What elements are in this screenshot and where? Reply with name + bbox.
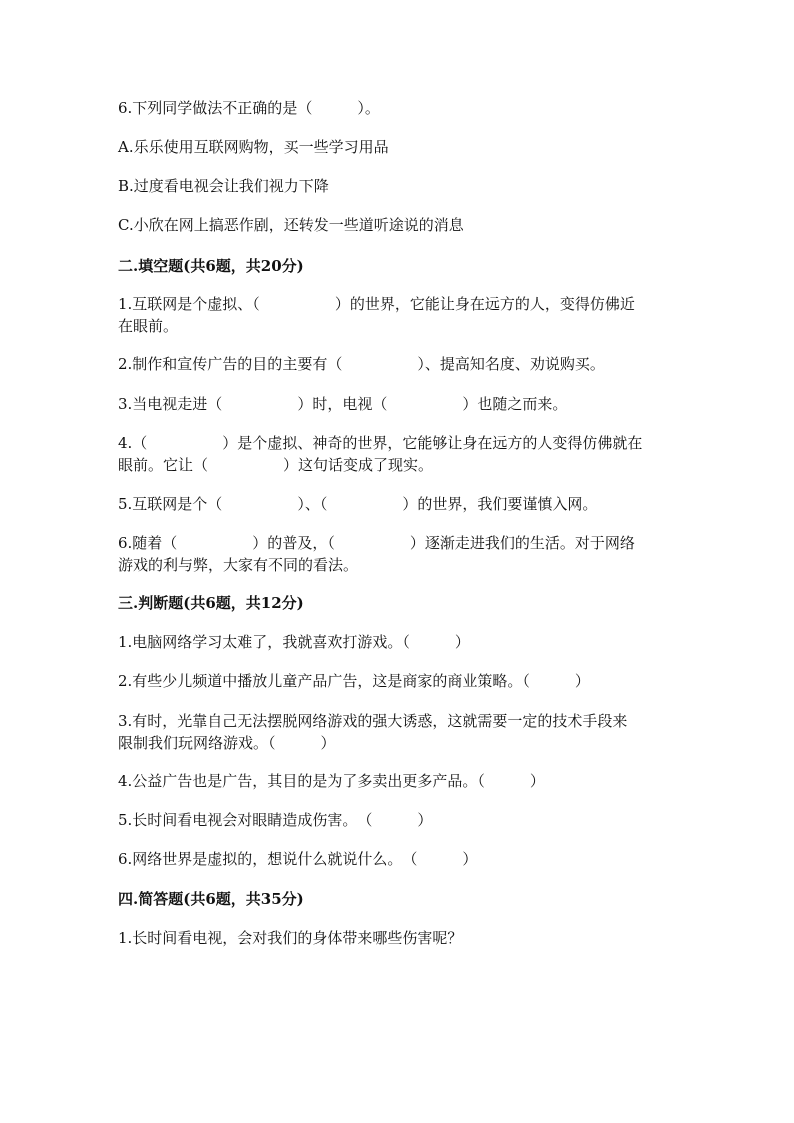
section2-heading: 二.填空题(共6题，共20分) — [118, 257, 304, 275]
s3-q3-line2: 限制我们玩网络游戏。（ ） — [118, 734, 336, 752]
s2-q1-line2: 在眼前。 — [118, 317, 179, 335]
q1-6-stem: 6.下列同学做法不正确的是（ ）。 — [118, 99, 380, 117]
s2-q6-line1: 6.随着（ ）的普及，（ ）逐渐走进我们的生活。对于网络 — [118, 534, 635, 552]
s3-q4: 4.公益广告也是广告，其目的是为了多卖出更多产品。（ ） — [118, 772, 545, 790]
s2-q2: 2.制作和宣传广告的目的主要有（ ）、提高知名度、劝说购买。 — [118, 355, 605, 373]
s3-q3-line1: 3.有时，光靠自己无法摆脱网络游戏的强大诱惑，这就需要一定的技术手段来 — [118, 712, 628, 730]
s3-q1: 1.电脑网络学习太难了，我就喜欢打游戏。（ ） — [118, 633, 470, 651]
s2-q3: 3.当电视走进（ ）时，电视（ ）也随之而来。 — [118, 395, 568, 413]
q1-6-option-b: B.过度看电视会让我们视力下降 — [118, 177, 329, 195]
section3-heading: 三.判断题(共6题，共12分) — [118, 594, 304, 612]
s2-q4-line1: 4.（ ）是个虚拟、神奇的世界，它能够让身在远方的人变得仿佛就在 — [118, 434, 643, 452]
q1-6-option-c: C.小欣在网上搞恶作剧，还转发一些道听途说的消息 — [118, 216, 464, 234]
s2-q6-line2: 游戏的利与弊，大家有不同的看法。 — [118, 556, 359, 574]
s2-q5: 5.互联网是个（ ）、（ ）的世界，我们要谨慎入网。 — [118, 495, 598, 513]
s2-q4-line2: 眼前。它让（ ）这句话变成了现实。 — [118, 456, 434, 474]
section4-heading: 四.简答题(共6题，共35分) — [118, 890, 304, 908]
q1-6-option-a: A.乐乐使用互联网购物，买一些学习用品 — [118, 138, 389, 156]
s3-q2: 2.有些少儿频道中播放儿童产品广告，这是商家的商业策略。（ ） — [118, 672, 590, 690]
s3-q5: 5.长时间看电视会对眼睛造成伤害。 （ ） — [118, 811, 433, 829]
s4-q1: 1.长时间看电视，会对我们的身体带来哪些伤害呢？ — [118, 929, 463, 947]
s2-q1-line1: 1.互联网是个虚拟、（ ）的世界，它能让身在远方的人，变得仿佛近 — [118, 295, 635, 313]
s3-q6: 6.网络世界是虚拟的，想说什么就说什么。 （ ） — [118, 850, 478, 868]
